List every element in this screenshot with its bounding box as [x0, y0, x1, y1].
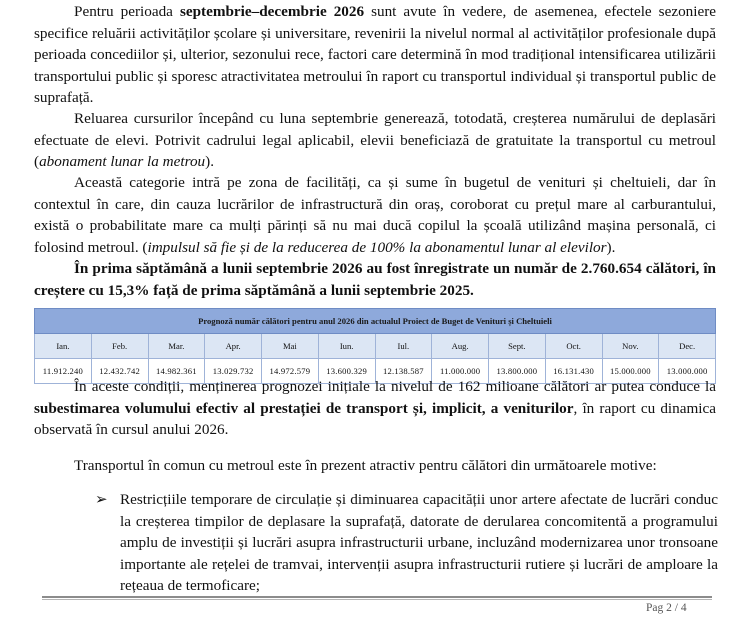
table-cell: 13.029.732 [205, 359, 262, 384]
month-header: Sept. [489, 334, 546, 359]
paragraph-reasons-intro: Transportul în comun cu metroul este în prezent atractiv pentru călători din următoarele motive: [74, 457, 657, 474]
month-header: Aug. [432, 334, 489, 359]
table-header-row [35, 334, 716, 359]
month-header: Ian. [35, 334, 92, 359]
text-run: În aceste condiții, menținerea prognozei inițiale la nivelul de 162 milioane călători ar putea conduce la [74, 378, 716, 395]
bullet-list-item [95, 489, 718, 597]
paragraph-students [34, 108, 716, 173]
month-header: Feb. [91, 334, 148, 359]
month-header: Apr. [205, 334, 262, 359]
paragraph-facilities [34, 172, 716, 258]
footer-divider [42, 596, 712, 598]
paragraph-forecast-conclusion [34, 376, 716, 441]
table-caption: Prognoză număr călători pentru anul 2026 din actualul Proiect de Buget de Venituri și Cheltuieli [35, 309, 716, 334]
footer-divider-thin [42, 599, 712, 600]
bold-emphasis: subestimarea volumului efectiv al prestației de transport și, implicit, a veniturilor [34, 399, 574, 417]
month-header: Dec. [659, 334, 716, 359]
table-cell: 14.982.361 [148, 359, 205, 384]
table-cell: 11.000.000 [432, 359, 489, 384]
table-caption-row [35, 309, 716, 334]
month-header: Mar. [148, 334, 205, 359]
table-cell: 13.000.000 [659, 359, 716, 384]
arrow-bullet-icon: ➢ [95, 492, 108, 508]
table-cell: 12.432.742 [91, 359, 148, 384]
table-cell: 12.138.587 [375, 359, 432, 384]
table-cell: 11.912.240 [35, 359, 92, 384]
table-cell: 16.131.430 [545, 359, 602, 384]
month-header: Mai [262, 334, 319, 359]
table-cell: 13.800.000 [489, 359, 546, 384]
table-cell: 13.600.329 [318, 359, 375, 384]
text-run: Pentru perioada [74, 3, 180, 20]
text-run: ). [205, 153, 214, 170]
bullet-text: Restricțiile temporare de circulație și diminuarea capacității unor artere afectate de lucrări conduc la creșterea timpilor de deplasare la suprafață, datorate de derularea concomitentă a programului amplu de investiții și lucrări asupra infrastructurii urbane, incluzând modernizarea unor tronsoane importante ale rețelei de tramvai, intervenții asupra infrastructurii rutiere și lucrări de amploare la rețeaua de termoficare; [120, 491, 718, 594]
table-cell: 15.000.000 [602, 359, 659, 384]
month-header: Nov. [602, 334, 659, 359]
page-number: Pag 2 / 4 [646, 602, 687, 614]
month-header: Iun. [318, 334, 375, 359]
text-run: , în raport cu dinamica observată în cursul anului 2026. [34, 399, 717, 438]
forecast-table [34, 308, 716, 384]
italic-note: impulsul să fie și de la reducerea de 100% la abonamentul lunar al elevilor [147, 238, 607, 256]
text-run: sunt avute în vedere, de asemenea, efectele sezoniere specifice reluării activităților școlare și universitare, revenirii la nivelul normal al activităților profesionale după perioada concediilor și, ulterior, sezonului rece, factori care determină în mod tradițional intensificarea utilizării transportului public și sporesc atractivitatea metroului în raport cu transportul individual și transportul public de suprafață. [34, 3, 717, 106]
text-run: ). [606, 238, 616, 256]
month-header: Iul. [375, 334, 432, 359]
text-run: Această categorie intră pe zona de facilități, ca și sume în bugetul de venituri și cheltuieli, dar în contextul în care, din cauza lucrărilor de infrastructură din oraș, coroborat cu prețul mare al carburantului, există o probabilitate mare ca mulți părinți să nu mai ducă copilul la școală utilizând mașina personală, ci folosind metroul. ( [34, 174, 716, 256]
italic-note: abonament lunar la metrou [39, 153, 206, 170]
bold-period: septembrie–decembrie 2026 [179, 3, 365, 20]
paragraph-season-effects [34, 1, 716, 109]
paragraph-first-week-stats: În prima săptămână a lunii septembrie 2026 au fost înregistrate un număr de 2.760.654 călători, în creștere cu 15,3% față de prima săptămână a lunii septembrie 2025. [34, 260, 716, 299]
table-cell: 14.972.579 [262, 359, 319, 384]
text-run: Reluarea cursurilor începând cu luna septembrie generează, totodată, creșterea numărului de deplasări efectuate de elevi. Potrivit cadrului legal aplicabil, elevii beneficiază de gratuitate la transportul cu metroul ( [34, 110, 716, 170]
month-header: Oct. [545, 334, 602, 359]
